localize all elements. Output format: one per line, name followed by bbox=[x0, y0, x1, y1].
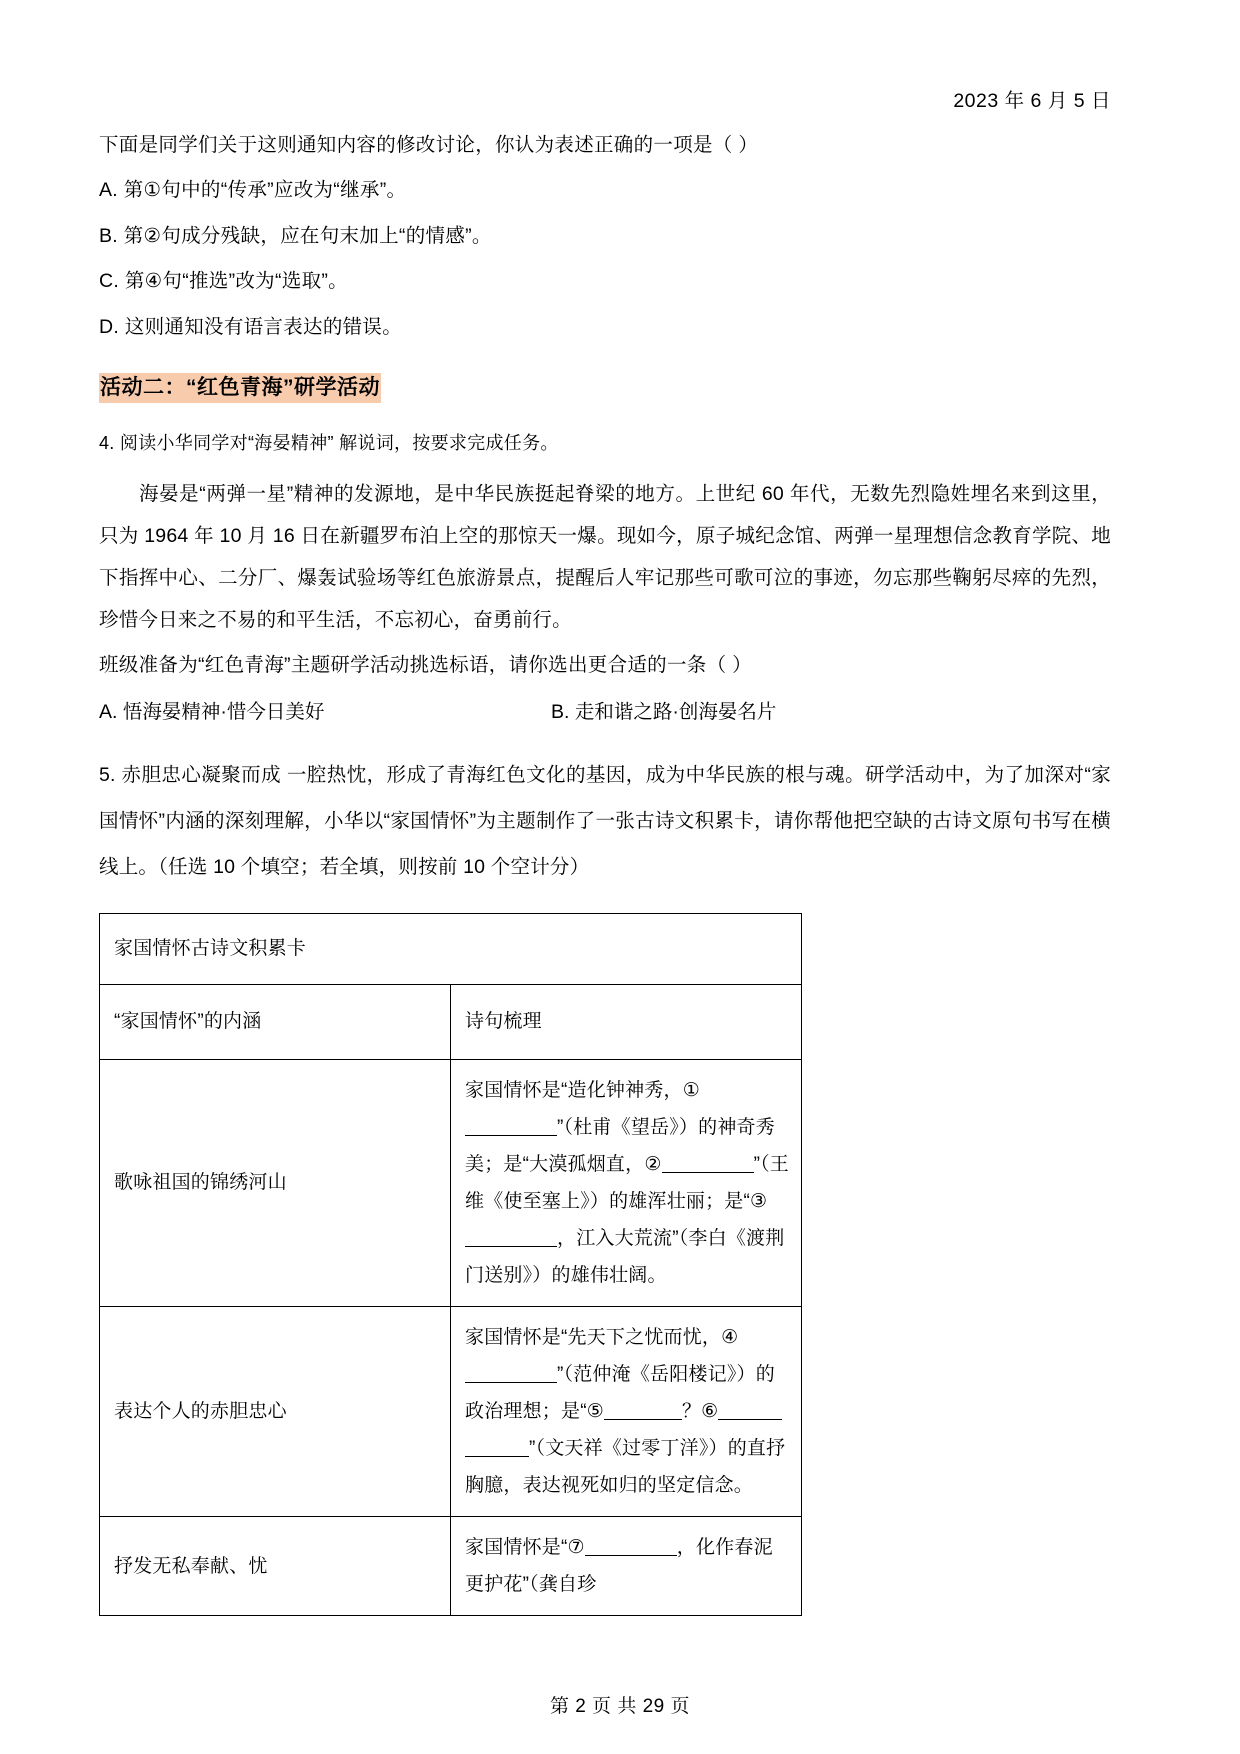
fill-blank-1[interactable] bbox=[465, 1135, 557, 1136]
question4-option-a: A. 悟海晏精神·惜今日美好 bbox=[99, 701, 325, 724]
question4-task: 班级准备为“红色青海”主题研学活动挑选标语，请你选出更合适的一条（ ） bbox=[99, 653, 752, 676]
fill-blank-5[interactable] bbox=[604, 1419, 682, 1420]
question5-stem: 5. 赤胆忠心凝聚而成 一腔热忱，形成了青海红色文化的基因，成为中华民族的根与魂。研学活动中，为了加深对“家国情怀”内涵的深刻理解，小华以“家国情怀”为主题制作了一张古诗文积累卡，请你帮他把空缺的古诗文原句书写在横线上。（任选 10 个填空；若全填，则按前 10 个空计分） bbox=[99, 764, 1111, 878]
row1-part4: ，江入大荒流”（李白《渡荆门送别》）的雄伟壮阔。 bbox=[465, 1227, 785, 1286]
question4-stem: 4. 阅读小华同学对“海晏精神” 解说词，按要求完成任务。 bbox=[99, 433, 559, 453]
fill-blank-6a[interactable] bbox=[718, 1419, 782, 1420]
activity-section-header bbox=[99, 377, 1111, 398]
fill-blank-6b[interactable] bbox=[465, 1456, 529, 1457]
fill-blank-3[interactable] bbox=[465, 1246, 557, 1247]
poem-accumulation-card-table bbox=[99, 913, 802, 1617]
row1-part1: 家国情怀是“造化钟神秀，① bbox=[465, 1079, 700, 1101]
table-row bbox=[100, 1059, 802, 1306]
page-header-date: 2023 年 6 月 5 日 bbox=[953, 90, 1111, 112]
column-header-content: 诗句梳理 bbox=[451, 984, 802, 1059]
row1-part2: ”（杜甫《望岳》）的神奇秀美；是“大漠孤烟直，② bbox=[465, 1116, 775, 1175]
fill-blank-7[interactable] bbox=[585, 1555, 677, 1556]
table-row-header bbox=[100, 984, 802, 1059]
question3-stem: 下面是同学们关于这则通知内容的修改讨论，你认为表述正确的一项是（ ） bbox=[99, 133, 759, 156]
question3-option-a: A. 第①句中的“传承”应改为“继承”。 bbox=[99, 179, 407, 201]
question3-option-d: D. 这则通知没有语言表达的错误。 bbox=[99, 315, 403, 338]
row2-part4: ”（文天祥《过零丁洋》）的直抒胸臆，表达视死如归的坚定信念。 bbox=[465, 1438, 786, 1497]
row2-part3: ？⑥ bbox=[681, 1401, 719, 1422]
card-title-cell: 家国情怀古诗文积累卡 bbox=[100, 913, 802, 984]
row1-category: 歌咏祖国的锦绣河山 bbox=[100, 1059, 451, 1306]
table-row-title bbox=[100, 913, 802, 984]
row3-part1: 家国情怀是“⑦ bbox=[465, 1537, 585, 1559]
question4-choices bbox=[99, 703, 1111, 725]
row2-category: 表达个人的赤胆忠心 bbox=[100, 1306, 451, 1516]
row3-part2: ，化作春泥更护花”（龚自珍 bbox=[465, 1537, 773, 1596]
table-row bbox=[100, 1517, 802, 1616]
row3-category: 抒发无私奉献、忧 bbox=[100, 1517, 451, 1616]
row2-part1: 家国情怀是“先天下之忧而忧，④ bbox=[465, 1326, 739, 1348]
question4-option-b: B. 走和谐之路·创海晏名片 bbox=[551, 701, 777, 724]
table-row bbox=[100, 1306, 802, 1516]
question3-option-c: C. 第④句“推选”改为“选取”。 bbox=[99, 270, 348, 292]
question3-option-b: B. 第②句成分残缺，应在句末加上“的情感”。 bbox=[99, 224, 492, 247]
question4-passage: 海晏是“两弹一星”精神的发源地，是中华民族挺起脊梁的地方。上世纪 60 年代，无数先烈隐姓埋名来到这里，只为 1964 年 10 月 16 日在新疆罗布泊上空的那惊天一爆。现如今，原子城纪念馆、两弹一星理想信念教育学院、地下指挥中心、二分厂、爆轰试验场等红色旅游景点，提醒后人牢记那些可歌可泣的事迹，勿忘那些鞠躬尽瘁的先烈，珍惜今日来之不易的和平生活，不忘初心，奋勇前行。 bbox=[99, 483, 1111, 631]
column-header-category: “家国情怀”的内涵 bbox=[100, 984, 451, 1059]
page-footer: 第 2 页 共 29 页 bbox=[549, 1696, 691, 1717]
row3-content bbox=[451, 1517, 802, 1616]
activity-header-highlight: 活动二：“红色青海”研学活动 bbox=[99, 373, 381, 403]
fill-blank-2[interactable] bbox=[662, 1172, 754, 1173]
row2-content bbox=[451, 1306, 802, 1516]
row2-part2: ”（范仲淹《岳阳楼记》）的政治理想；是“⑤ bbox=[465, 1363, 775, 1422]
page-content bbox=[99, 0, 1111, 1616]
row1-content bbox=[451, 1059, 802, 1306]
fill-blank-4[interactable] bbox=[465, 1382, 557, 1383]
row1-part3: ”（王维《使至塞上》）的雄浑壮丽；是“③ bbox=[465, 1153, 789, 1212]
